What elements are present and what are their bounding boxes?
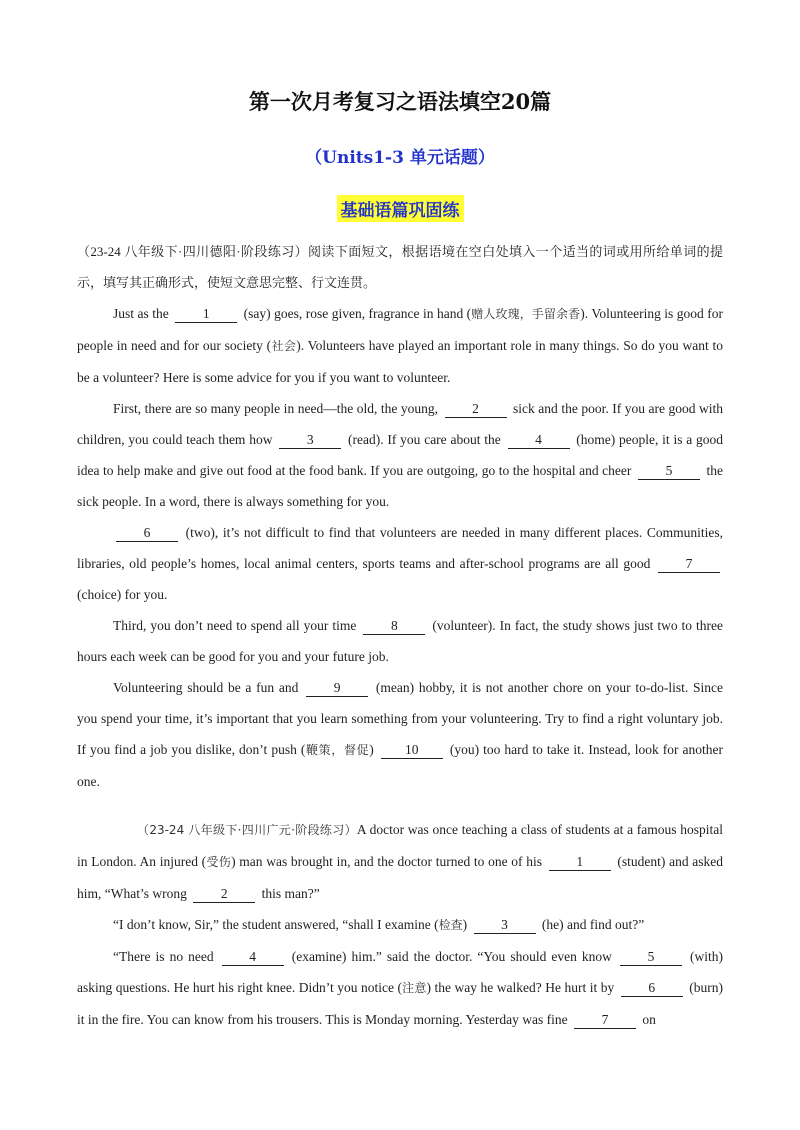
passage-1 <box>77 236 723 797</box>
text: (read). If you care about the <box>348 432 501 447</box>
chinese-gloss: 赠人玫瑰，手留余香 <box>471 307 581 321</box>
passage-2 <box>77 814 723 1035</box>
blank-1: 1 <box>175 306 237 323</box>
text: (he) and find out?” <box>541 917 645 932</box>
blank-1: 1 <box>549 854 611 871</box>
blank-4: 4 <box>222 949 284 966</box>
text: on <box>642 1012 656 1027</box>
passage-1-paragraph-1 <box>77 298 723 393</box>
chinese-gloss: 注意 <box>402 981 427 995</box>
text: (volunteer). In fact, the study shows just two to three hours each week can be good for you and your future job. <box>77 618 724 664</box>
text: sick and the poor. If you are good with children, you could teach them how <box>77 401 724 447</box>
chinese-gloss: 社会 <box>271 339 297 353</box>
blank-4: 4 <box>508 432 570 449</box>
page-subtitle: （Units1-3 单元话题） <box>305 148 495 168</box>
text: (mean) hobby, it is not another chore on your to-do-list. Since you spend your time, it’s important that you learn something from your volunteering. Try to find a right voluntary job. If you find a job you dislike, don’t push ( <box>77 680 723 757</box>
text: ) man was brought in, and the doctor turned to one of his <box>231 854 542 869</box>
passage-2-paragraph-1 <box>77 814 723 909</box>
text: “There is no need <box>113 949 214 964</box>
section-banner-wrap <box>0 195 800 222</box>
text: ) <box>462 917 468 932</box>
chinese-gloss: 检查 <box>438 918 463 932</box>
passage-1-paragraph-2 <box>77 393 723 517</box>
passage-1-intro: （23-24 八年级下·四川德阳·阶段练习）阅读下面短文，根据语境在空白处填入一个适当的词或用所给单词的提示，填写其正确形式，使短文意思完整、行文连贯。 <box>77 244 723 290</box>
text: (burn) it in the fire. You can know from his trousers. This is Monday morning. Yesterday was fine <box>77 980 723 1027</box>
text: (choice) for you. <box>77 587 168 602</box>
passage-1-paragraph-3 <box>77 517 723 610</box>
text: (student) and asked him, “What’s wrong <box>77 854 724 901</box>
text: (two), it’s not difficult to find that volunteers are needed in many different places. Communities, libraries, old people’s homes, local animal centers, sports teams and after-school programs are all good <box>77 525 723 571</box>
blank-7: 7 <box>574 1012 636 1029</box>
text: (home) people, it is a good idea to help make and give out food at the food bank. If you are outgoing, go to the hospital and cheer <box>77 432 724 478</box>
text: Volunteering should be a fun and <box>113 680 299 695</box>
passage-2-source: （23-24 八年级下·四川广元·阶段练习） <box>137 823 357 837</box>
text: “I don’t know, Sir,” the student answered, “shall I examine ( <box>113 917 439 932</box>
blank-3: 3 <box>279 432 341 449</box>
chinese-gloss: 受伤 <box>206 855 232 869</box>
blank-5: 5 <box>620 949 682 966</box>
text: (say) goes, rose given, fragrance in hand ( <box>243 306 472 321</box>
passage-1-paragraph-5 <box>77 672 723 797</box>
blank-6: 6 <box>116 525 178 542</box>
text: First, there are so many people in need—the old, the young, <box>113 401 438 416</box>
text: (you) too hard to take it. Instead, look for another one. <box>77 742 723 789</box>
text: ). Volunteers have played an important role in many things. So do you want to be a volunteer? Here is some advice for you if you want to volunteer. <box>77 338 723 385</box>
text: Just as the <box>113 306 169 321</box>
passage-2-paragraph-3 <box>77 941 723 1035</box>
passage-2-paragraph-2 <box>77 909 723 941</box>
text: ). Volunteering is good for people in need and for our society ( <box>77 306 723 353</box>
blank-3: 3 <box>474 917 536 934</box>
blank-9: 9 <box>306 680 368 697</box>
blank-6: 6 <box>621 980 683 997</box>
blank-8: 8 <box>363 618 425 635</box>
text: ) <box>369 742 374 757</box>
blank-7: 7 <box>658 556 720 573</box>
blank-2: 2 <box>445 401 507 418</box>
chinese-gloss: 鞭策，督促 <box>305 743 370 757</box>
text: (examine) him.” said the doctor. “You should even know <box>291 949 612 964</box>
page-title: 第一次月考复习之语法填空20篇 <box>248 89 552 114</box>
text: ) the way he walked? He hurt it by <box>426 980 615 995</box>
blank-5: 5 <box>638 463 700 480</box>
text: (with) asking questions. He hurt his right knee. Didn’t you notice ( <box>77 949 723 995</box>
text: Third, you don’t need to spend all your time <box>113 618 357 633</box>
text: this man?” <box>261 886 320 901</box>
passage-1-paragraph-4 <box>77 610 723 672</box>
blank-10: 10 <box>381 742 443 759</box>
text: the sick people. In a word, there is always something for you. <box>77 463 724 509</box>
section-banner: 基础语篇巩固练 <box>337 195 464 222</box>
blank-2: 2 <box>193 886 255 903</box>
text: A doctor was once teaching a class of students at a famous hospital in London. An injured ( <box>77 822 723 869</box>
